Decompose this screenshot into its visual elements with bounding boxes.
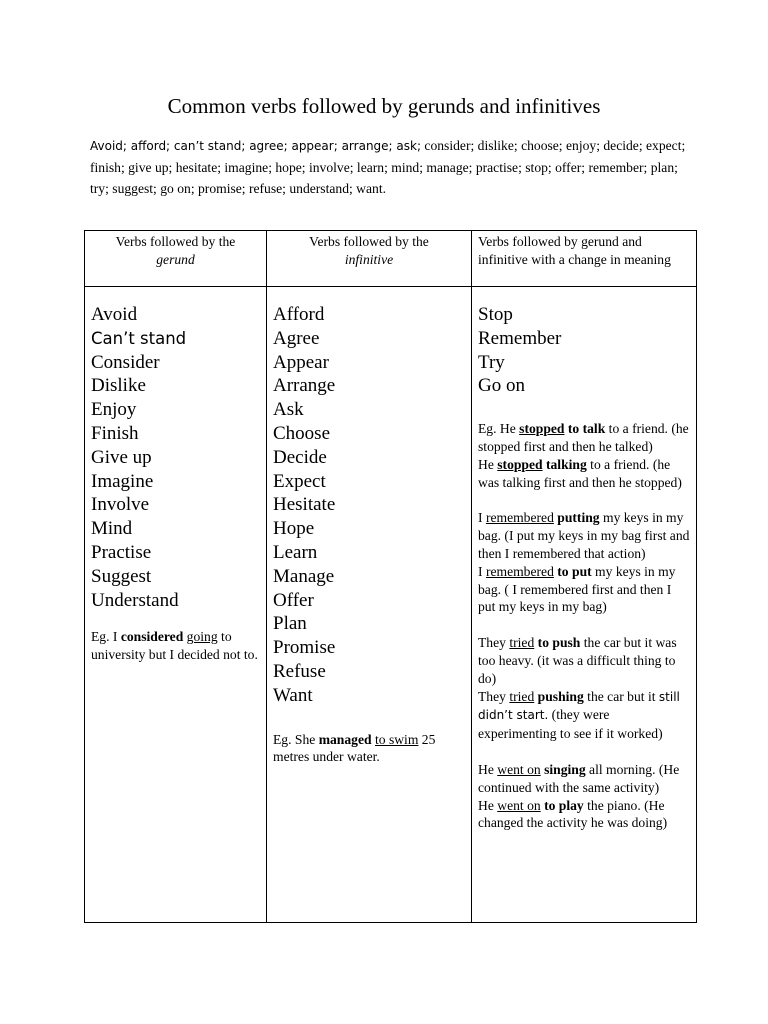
- list-item: Suggest: [91, 565, 152, 587]
- example-try: [478, 634, 690, 743]
- list-item: Try: [478, 351, 505, 373]
- example-goon-infinitive: He went on to play the piano. (He changed the activity he was doing): [478, 797, 668, 831]
- change-in-meaning-column: [472, 287, 697, 923]
- header-gerund-line2: gerund: [156, 251, 195, 267]
- change-examples: [472, 420, 696, 832]
- list-item: Expect: [273, 470, 326, 492]
- example-remember: [478, 509, 690, 616]
- example-try-gerund: They tried pushing the car but it still didn’t start. (they were experimenting to see if it worked): [478, 688, 680, 742]
- header-infinitive-line1: Verbs followed by the: [309, 234, 429, 249]
- header-infinitive-line2: infinitive: [344, 251, 394, 267]
- list-item: Mind: [91, 518, 133, 540]
- infinitive-example: Eg. She managed to swim 25 metres under water.: [273, 731, 436, 765]
- list-item: Consider: [91, 351, 160, 373]
- list-item: Can’t stand: [91, 328, 187, 348]
- list-item: Hope: [273, 518, 315, 540]
- list-item: Appear: [273, 351, 329, 373]
- table-header-row: [85, 231, 697, 287]
- list-item: Hesitate: [273, 494, 336, 516]
- example-stop-gerund: He stopped talking to a friend. (he was talking first and then he stopped): [478, 456, 682, 490]
- list-item: Understand: [91, 589, 179, 611]
- list-item: Manage: [273, 565, 335, 587]
- change-verb-list: [472, 287, 696, 398]
- example-goon-gerund: He went on singing all morning. (He continued with the same activity): [478, 761, 680, 795]
- list-item: Want: [273, 684, 313, 706]
- example-remember-gerund: I remembered putting my keys in my bag. (I put my keys in my bag first and then I remembered that action): [478, 510, 690, 561]
- list-item: Agree: [273, 327, 320, 349]
- infinitive-verb-list: [267, 287, 471, 708]
- list-item: Refuse: [273, 660, 326, 682]
- list-item: Arrange: [273, 375, 336, 397]
- list-item: Offer: [273, 589, 314, 611]
- gerund-example: Eg. I considered going to university but I decided not to.: [91, 629, 258, 663]
- example-stop-infinitive: Eg. He stopped to talk to a friend. (he stopped first and then he talked): [478, 421, 689, 454]
- example-try-infinitive: They tried to push the car but it was too heavy. (it was a difficult thing to do): [478, 635, 677, 686]
- page-title: Common verbs followed by gerunds and infinitives: [167, 94, 601, 118]
- header-gerund-line1: Verbs followed by the: [115, 234, 236, 249]
- list-item: Avoid: [91, 304, 138, 325]
- list-item: Involve: [91, 494, 150, 516]
- example-remember-infinitive: I remembered to put my keys in my bag. ( I remembered first and then I put my keys in my bag): [478, 563, 676, 615]
- header-infinitive: [267, 231, 472, 287]
- list-item: Go on: [478, 375, 525, 397]
- list-item: Practise: [91, 541, 152, 563]
- list-item: Dislike: [91, 375, 146, 397]
- header-gerund: [85, 231, 267, 287]
- list-item: Remember: [478, 327, 562, 349]
- list-item: Ask: [273, 399, 304, 421]
- example-go-on: [478, 761, 690, 832]
- list-item: Imagine: [91, 470, 154, 492]
- list-item: Stop: [478, 304, 513, 325]
- intro-verb-list: [90, 135, 690, 199]
- list-item: Choose: [273, 422, 330, 444]
- infinitive-column: [267, 287, 472, 923]
- list-item: Promise: [273, 637, 336, 659]
- gerund-verb-list: [85, 287, 266, 612]
- intro-lead: Avoid; afford; can’t stand; agree; appear; arrange; ask;: [90, 139, 422, 153]
- list-item: Decide: [273, 446, 327, 468]
- list-item: Enjoy: [91, 399, 137, 421]
- list-item: Learn: [273, 541, 318, 563]
- table-body-row: [85, 287, 697, 923]
- intro-rest: consider; dislike; choose; enjoy; decide; expect; finish; give up; hesitate; imagine; hope; involve; learn; mind; manage; practise; stop; offer; remember; plan; try; suggest; go on; promise; refuse; understand; want.: [90, 138, 686, 196]
- list-item: Finish: [91, 422, 139, 444]
- example-stop: [478, 420, 690, 491]
- list-item: Afford: [273, 304, 325, 325]
- gerund-column: [85, 287, 267, 923]
- list-item: Give up: [91, 446, 152, 468]
- header-change-in-meaning: Verbs followed by gerund and infinitive with a change in meaning: [472, 231, 697, 287]
- list-item: Plan: [273, 613, 307, 635]
- verb-table: [84, 230, 697, 923]
